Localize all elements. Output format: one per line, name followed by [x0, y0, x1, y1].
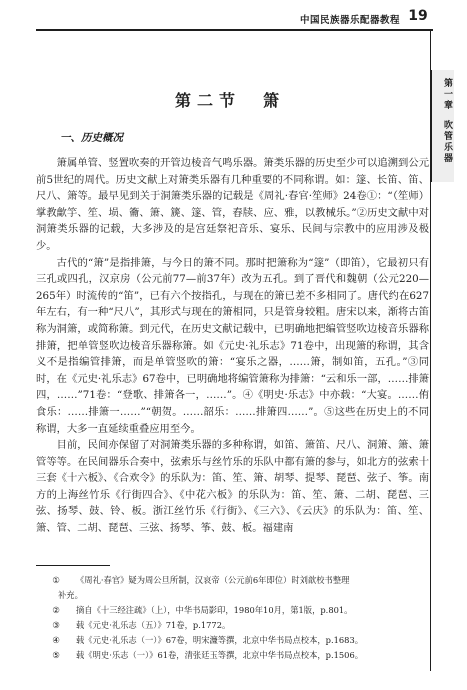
footnote-text: 载《元史·礼乐志（一）》67卷，明宋濂等撰，北京中华书局点校本，p.1683。 — [76, 635, 364, 645]
body-paragraph: 目前，民间亦保留了对洞箫类乐器的多种称谓，如笛、箫笛、尺八、洞箫、箫、箫管等等。在民间器乐合奏中，弦索乐与丝竹乐的乐队中都有箫的参与，如北方的弦索十三套《十六板》、《合欢令》的乐队为：笛、笙、箫、胡琴、提琴、琵琶、弦子、筝。南方的上海丝竹乐《行街四合》、《中花六板》的乐队为：笛、笙、箫、二胡、琵琶、三弦、扬琴、鼓、铃、板。浙江丝竹乐《行街》、《三六》、《云庆》的乐队为：笛、笙、箫、管、二胡、琵琶、三弦、扬琴、筝、鼓、板。福建南 — [36, 439, 429, 535]
footnote — [36, 618, 429, 633]
body-text — [36, 155, 429, 537]
running-header-title: 中国民族器乐配器教程 — [299, 15, 400, 26]
page-number: 19 — [408, 8, 428, 24]
footnotes — [36, 573, 429, 663]
footnote — [36, 633, 429, 648]
side-tab-chapter-label: 第一章 — [442, 78, 452, 111]
footnote-marker: ② — [52, 605, 60, 615]
section-subheading: 一、历史概况 — [60, 132, 123, 144]
footnote-marker: ③ — [52, 620, 60, 630]
chapter-side-tab — [431, 70, 454, 182]
footnote-continuation: 补充。 — [58, 590, 83, 600]
footnote-text: 载《元史·礼乐志（五）》71卷，p.1772。 — [76, 620, 231, 630]
footnote — [36, 573, 429, 588]
section-title: 第二节 箫 — [174, 91, 285, 110]
footnote — [36, 603, 429, 618]
footnote-text: 载《明史·乐志（一）》61卷，清张廷玉等撰，北京中华书局点校本，p.1506。 — [76, 650, 364, 660]
footnote-text: 《周礼·春官》疑为周公旦所制，汉哀帝（公元前6年即位）时刘歆校书整理 — [76, 575, 350, 585]
body-paragraph: 箫属单管、竖置吹奏的开管边棱音气鸣乐器。箫类乐器的历史至少可以追溯到公元前5世纪的周代。历史文献上对箫类乐器有几种重要的不同称谓。如：篴、长笛、笛、尺八、箫等。最早见到关于洞箫类乐器的记载是《周礼·春官·笙师》24卷①：“（笙师）掌教龡竽、笙、埙、籥、箫、篪、篴、管，舂牍、应、雅，以教械乐。”②历史文献中对洞箫类乐器的记载，大多涉及的是宫廷祭祀音乐、宴乐、民间与宗教中的应用涉及极少。 — [36, 157, 429, 252]
footnote — [36, 648, 429, 663]
footnote-marker: ① — [52, 575, 60, 585]
header-rule — [36, 29, 433, 31]
body-paragraph: 古代的“箫”是指排箫，与今日的箫不同。那时把箫称为“篴”（即笛），它最初只有三孔或四孔，汉京房（公元前77—前37年）改为五孔。到了晋代和魏朝（公元220—265年）时流传的“笛”，已有六个按指孔，与现在的箫已差不多相同了。唐代约在627年左右，有一种“尺八”，其形式与现在的箫相同，只是管身较粗。唐宋以来，渐将古笛称为洞箫，或简称箫。到元代，在历史文献记载中，已明确地把编管竖吹边棱音乐器称排箫，把单管竖吹边棱音乐器称箫。如《元史·礼乐志》71卷中，出现箫的称谓，其含义不是指编管排箫，而是单管竖吹的箫：“宴乐之器，……箫，制如笛，五孔。”③同时，在《元史·礼乐志》67卷中，已明确地将编管箫称为排箫：“云和乐一部，……排箫四，……”71卷：“登歌、排箫各一，……”。④《明史·乐志》中亦载：“大宴。……侑食乐：……排箫一……”“朝贺。……韶乐：……排箫四……”。⑤这些在历史上的不同称谓，大多一直延续重叠应用至今。 — [36, 256, 429, 435]
footnote-marker: ④ — [52, 635, 60, 645]
footnote-separator — [36, 565, 110, 566]
footnote-text: 摘自《十三经注疏》（上），中华书局影印，1980年10月，第1版，p.801。 — [76, 605, 353, 615]
footnote-marker: ⑤ — [52, 650, 60, 660]
side-tab-topic-label: 吹管乐器 — [442, 120, 452, 164]
